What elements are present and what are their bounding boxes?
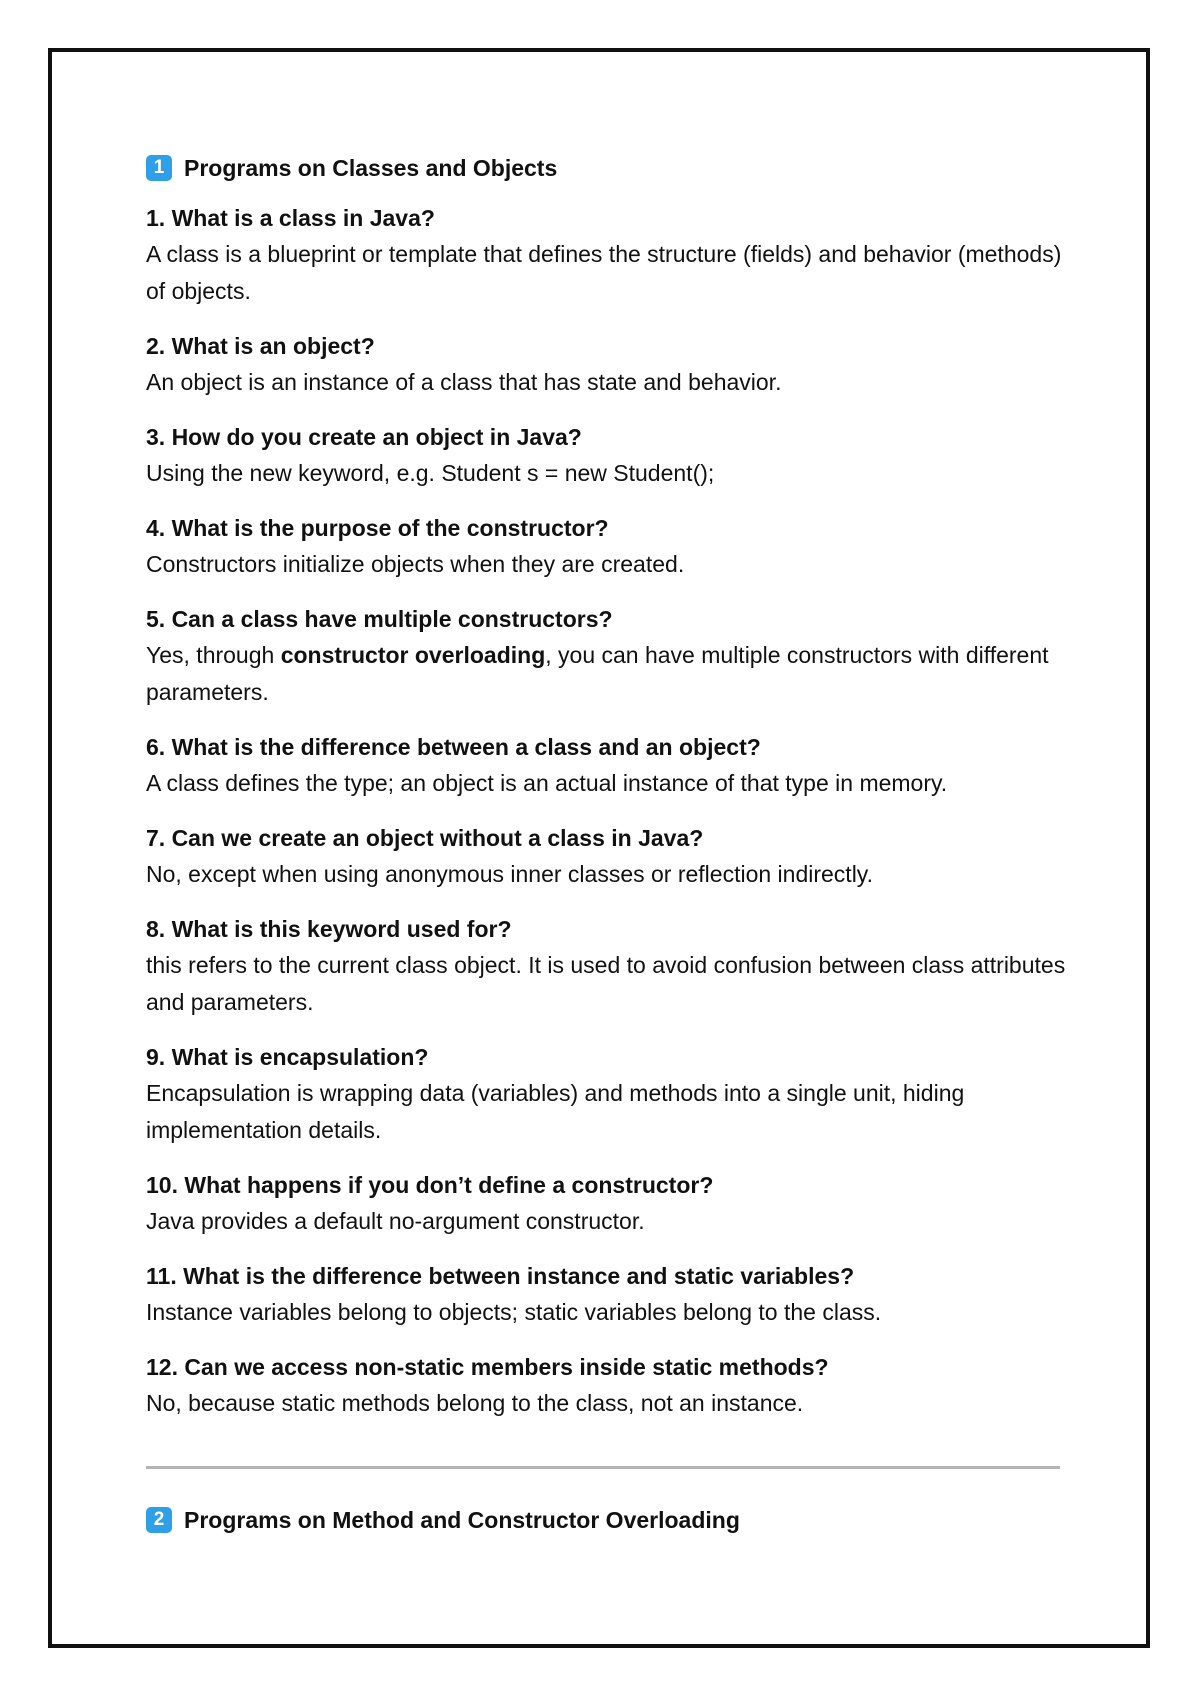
question: 3. How do you create an object in Java? (146, 424, 582, 450)
answer: Encapsulation is wrapping data (variables) and methods into a single unit, hiding implementation details. (146, 1080, 965, 1143)
qa-item (146, 510, 1066, 583)
qa-item (146, 729, 1066, 802)
question: 7. Can we create an object without a class in Java? (146, 825, 704, 851)
section-classes-objects (146, 148, 1066, 1440)
answer: No, except when using anonymous inner classes or reflection indirectly. (146, 861, 873, 887)
answer-text: , you can have multiple constructors with different parameters. (146, 642, 1049, 705)
answer-emphasis: constructor overloading (280, 642, 546, 668)
question: 2. What is an object? (146, 333, 375, 359)
question: 5. Can a class have multiple constructors? (146, 606, 613, 632)
question: 4. What is the purpose of the constructor? (146, 515, 609, 541)
qa-item (146, 1258, 1066, 1331)
qa-item (146, 820, 1066, 893)
section-divider (146, 1466, 1060, 1469)
number-two-badge-icon: 2 (146, 1507, 172, 1533)
answer: A class defines the type; an object is an actual instance of that type in memory. (146, 770, 948, 796)
question: 6. What is the difference between a class and an object? (146, 734, 761, 760)
qa-item (146, 1039, 1066, 1149)
answer: Instance variables belong to objects; static variables belong to the class. (146, 1299, 882, 1325)
qa-item (146, 1349, 1066, 1422)
section-heading (146, 148, 1066, 188)
question: 9. What is encapsulation? (146, 1044, 429, 1070)
qa-list (146, 200, 1066, 1422)
qa-item (146, 200, 1066, 310)
answer: Java provides a default no-argument constructor. (146, 1208, 645, 1234)
section-title: Programs on Method and Constructor Overloading (184, 1506, 740, 1533)
section-overloading (146, 1500, 1066, 1540)
number-one-badge-icon: 1 (146, 155, 172, 181)
section-heading (146, 1500, 1066, 1540)
qa-item (146, 601, 1066, 711)
answer: A class is a blueprint or template that defines the structure (fields) and behavior (methods) of objects. (146, 241, 1062, 304)
section-title: Programs on Classes and Objects (184, 154, 558, 181)
qa-item (146, 328, 1066, 401)
qa-item (146, 419, 1066, 492)
question: 11. What is the difference between instance and static variables? (146, 1263, 855, 1289)
qa-item (146, 911, 1066, 1021)
question: 12. Can we access non-static members inside static methods? (146, 1354, 829, 1380)
answer: this refers to the current class object. It is used to avoid confusion between class attributes and parameters. (146, 952, 1066, 1015)
question: 8. What is this keyword used for? (146, 916, 512, 942)
answer (146, 637, 1066, 711)
answer: Using the new keyword, e.g. Student s = new Student(); (146, 460, 715, 486)
question: 10. What happens if you don’t define a constructor? (146, 1172, 714, 1198)
answer: No, because static methods belong to the class, not an instance. (146, 1390, 804, 1416)
answer-text: Yes, through (146, 642, 281, 668)
question: 1. What is a class in Java? (146, 205, 435, 231)
answer: An object is an instance of a class that has state and behavior. (146, 369, 782, 395)
answer: Constructors initialize objects when they are created. (146, 551, 685, 577)
qa-item (146, 1167, 1066, 1240)
